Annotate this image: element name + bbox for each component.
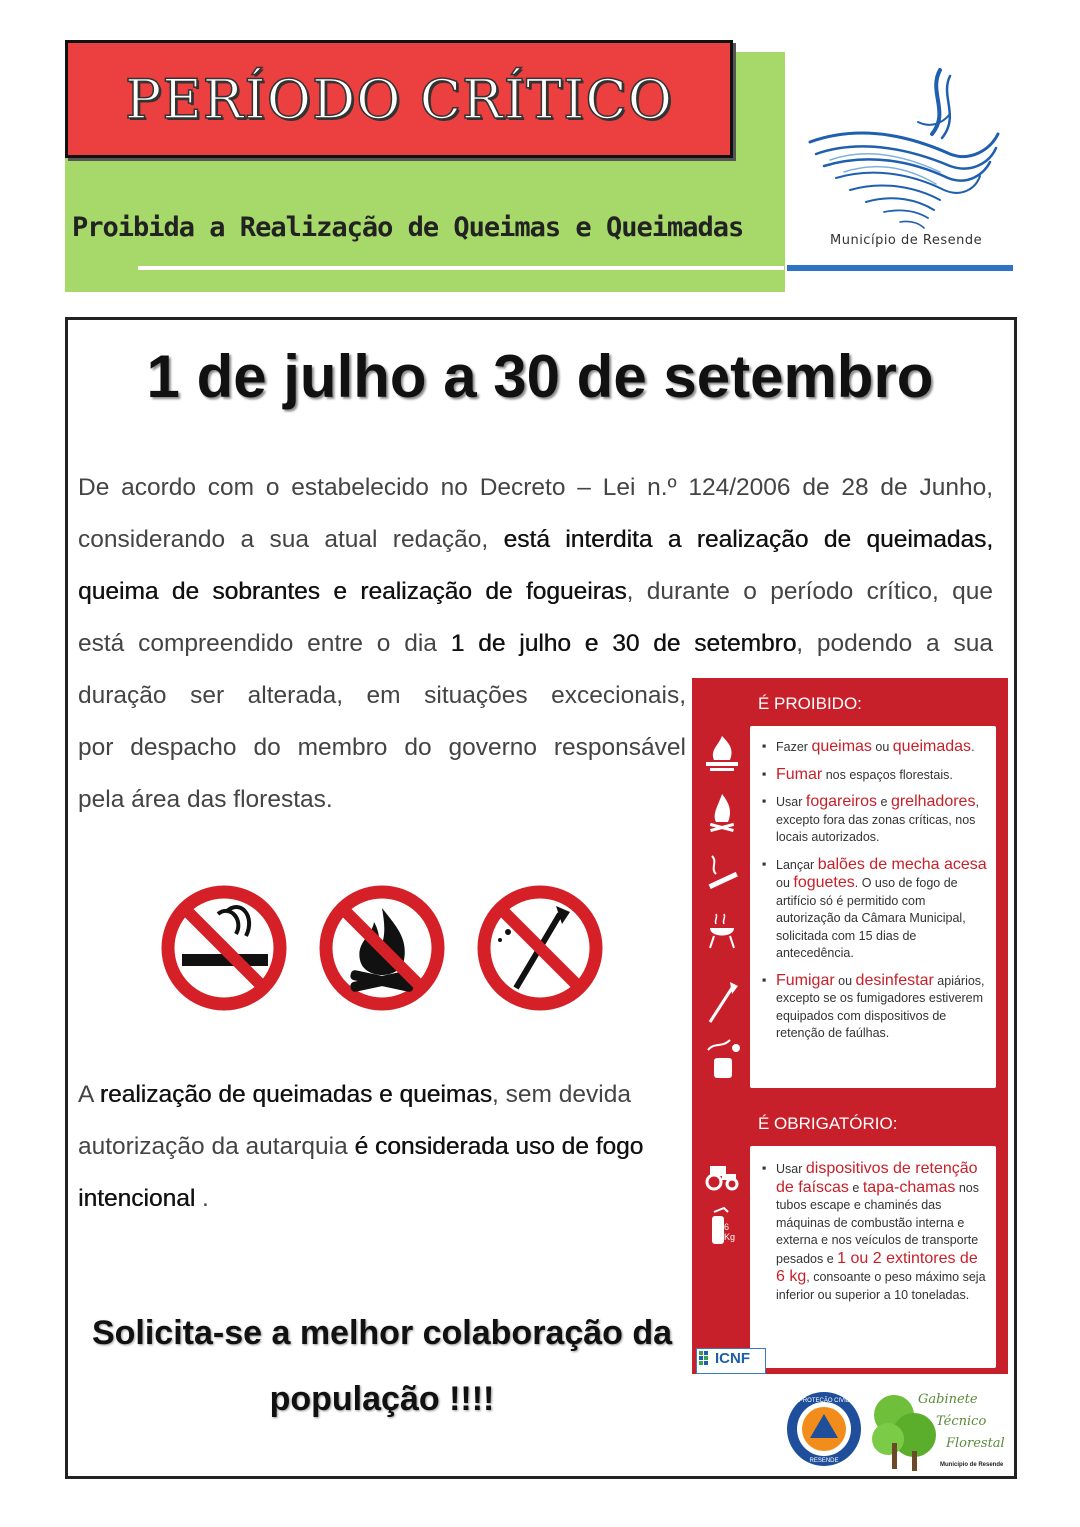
subtitle-divider xyxy=(138,266,784,270)
paragraph-line xyxy=(78,618,993,670)
text-span: apiários, excepto se os fumigadores estiverem equipados com dispositivos de retenção de faúlhas. xyxy=(776,973,985,1040)
flame-icon xyxy=(710,794,734,832)
text-span: por despacho do membro do governo responsável xyxy=(78,734,686,761)
mandatory-heading: É OBRIGATÓRIO: xyxy=(758,1114,898,1133)
text-span: nos espaços florestais. xyxy=(822,767,953,782)
text-span: está compreendido entre o dia xyxy=(78,630,451,657)
text-span: nos tubos escape e chaminés das máquinas de combustão interna e externa e nos veículos de transporte pesados e xyxy=(776,1180,979,1266)
highlight-text: tapa-chamas xyxy=(862,1178,956,1196)
gtf-caption: Município de Resende xyxy=(940,1462,1004,1468)
gtf-line-1: Gabinete xyxy=(918,1392,978,1407)
highlight-text: queimadas xyxy=(892,738,972,755)
mandatory-list xyxy=(750,1146,996,1304)
emphasis-text: intencional xyxy=(78,1185,196,1212)
prohibition-signs xyxy=(160,884,605,1012)
emphasis-text: é considerada uso de fogo xyxy=(354,1133,644,1160)
list-item xyxy=(762,738,988,757)
paragraph-line xyxy=(78,462,993,514)
emphasis-text: está interdita a realização de queimadas, xyxy=(503,526,993,553)
list-item xyxy=(762,1160,988,1304)
text-span: e xyxy=(848,1180,863,1195)
bonfire-icon xyxy=(706,736,738,771)
bee-smoker-icon xyxy=(708,1040,740,1078)
highlight-text: balões de mecha acesa xyxy=(817,855,987,873)
icnf-logo xyxy=(696,1348,766,1374)
highlight-text: dispositivos de retenção de faíscas xyxy=(776,1160,978,1196)
highlight-text: Fumigar xyxy=(776,971,835,989)
text-span: Lançar xyxy=(776,857,818,872)
text-span: , podendo a sua xyxy=(796,630,993,657)
gtf-line-2: Técnico xyxy=(936,1414,987,1429)
rocket-icon xyxy=(710,982,738,1022)
highlight-text: desinfestar xyxy=(855,971,934,989)
municipality-logo xyxy=(800,62,1006,258)
panel-icon-column xyxy=(700,732,744,1092)
highlight-text: grelhadores xyxy=(890,793,976,810)
logo-divider xyxy=(787,265,1013,271)
paragraph-line xyxy=(78,1121,678,1173)
text-span: , excepto fora das zonas críticas, nos locais autorizados. xyxy=(776,795,979,844)
tractor-icon xyxy=(707,1166,737,1189)
icnf-mark-icon xyxy=(699,1351,713,1369)
gtf-line-3: Florestal xyxy=(946,1436,1005,1451)
pc-top-text: PROTEÇÃO CIVIL xyxy=(798,1398,850,1404)
extinguisher-label: 6 Kg xyxy=(724,1222,736,1242)
text-span: e xyxy=(877,795,891,809)
page-title: PERÍODO CRÍTICO xyxy=(125,67,673,131)
cigarette-icon xyxy=(709,856,738,889)
title-banner xyxy=(65,40,733,158)
prohibited-box xyxy=(750,726,996,1088)
callout-line: Solicita-se a melhor colaboração da xyxy=(91,1314,673,1352)
highlight-text: fogareiros xyxy=(805,793,878,810)
text-span: autorização da autarquia xyxy=(78,1133,355,1160)
text-span: , durante o período crítico, que xyxy=(626,578,993,605)
no-campfire-icon xyxy=(326,892,438,1004)
emphasis-text: queima de sobrantes e realização de fogueiras xyxy=(78,578,627,605)
date-range-heading: 1 de julho a 30 de setembro xyxy=(146,343,934,410)
page-subtitle: Proibida a Realização de Queimas e Queimadas xyxy=(72,212,744,243)
text-span: ou xyxy=(834,973,856,988)
highlight-text: 1 ou 2 extintores de 6 kg xyxy=(776,1249,978,1285)
paragraph-line xyxy=(78,1069,678,1121)
no-fireworks-icon xyxy=(484,892,596,1004)
text-span: considerando a sua atual redação, xyxy=(78,526,504,553)
highlight-text: queimas xyxy=(811,738,872,755)
collaboration-callout xyxy=(82,1300,682,1432)
paragraph-line xyxy=(78,774,686,826)
text-span: , consoante o peso máximo seja inferior ou superior a 10 toneladas. xyxy=(776,1270,986,1302)
text-span: Fazer xyxy=(776,740,812,754)
text-span: , sem devida xyxy=(492,1081,631,1108)
highlight-text: Fumar xyxy=(776,765,823,783)
text-span: duração ser alterada, em situações excecionais, xyxy=(78,682,686,709)
icnf-text: ICNF xyxy=(715,1350,750,1367)
prohibited-heading: É PROIBIDO: xyxy=(758,694,862,713)
paragraph-line xyxy=(78,566,993,618)
paragraph-line xyxy=(78,514,993,566)
grill-icon xyxy=(710,914,734,948)
list-item xyxy=(762,856,988,963)
mandatory-box xyxy=(750,1146,996,1368)
municipality-name: Município de Resende xyxy=(830,233,983,248)
list-item xyxy=(762,793,988,847)
emphasis-text: 1 de julho e 30 de setembro xyxy=(450,630,797,657)
highlight-text: foguetes xyxy=(793,874,855,891)
text-span: . xyxy=(195,1185,209,1212)
text-span: Usar xyxy=(776,795,806,809)
text-span: . O uso de fogo de artifício só é permitido com autorização da Câmara Municipal, solicitada com 15 dias de antecedência. xyxy=(776,876,966,960)
text-span: ou xyxy=(776,876,794,890)
pc-bottom-text: RESENDE xyxy=(809,1458,839,1464)
paragraph-line xyxy=(78,1173,678,1225)
callout-line: população !!!! xyxy=(269,1380,495,1418)
text-span: Usar xyxy=(776,1162,806,1176)
text-span: De acordo com o estabelecido no Decreto – Lei n.º 124/2006 de 28 de Junho, xyxy=(78,474,993,501)
paragraph-line xyxy=(78,722,686,774)
text-span: . xyxy=(971,740,975,754)
prohibited-list xyxy=(750,726,996,1043)
text-span: pela área das florestas. xyxy=(78,786,333,813)
no-smoking-icon xyxy=(168,892,280,1004)
list-item xyxy=(762,972,988,1043)
paragraph-line xyxy=(78,670,686,722)
civil-protection-logo xyxy=(785,1390,863,1468)
list-item xyxy=(762,766,988,785)
text-span: ou xyxy=(871,740,893,754)
text-span: A xyxy=(78,1081,100,1108)
emphasis-text: realização de queimadas e queimas xyxy=(99,1081,493,1108)
